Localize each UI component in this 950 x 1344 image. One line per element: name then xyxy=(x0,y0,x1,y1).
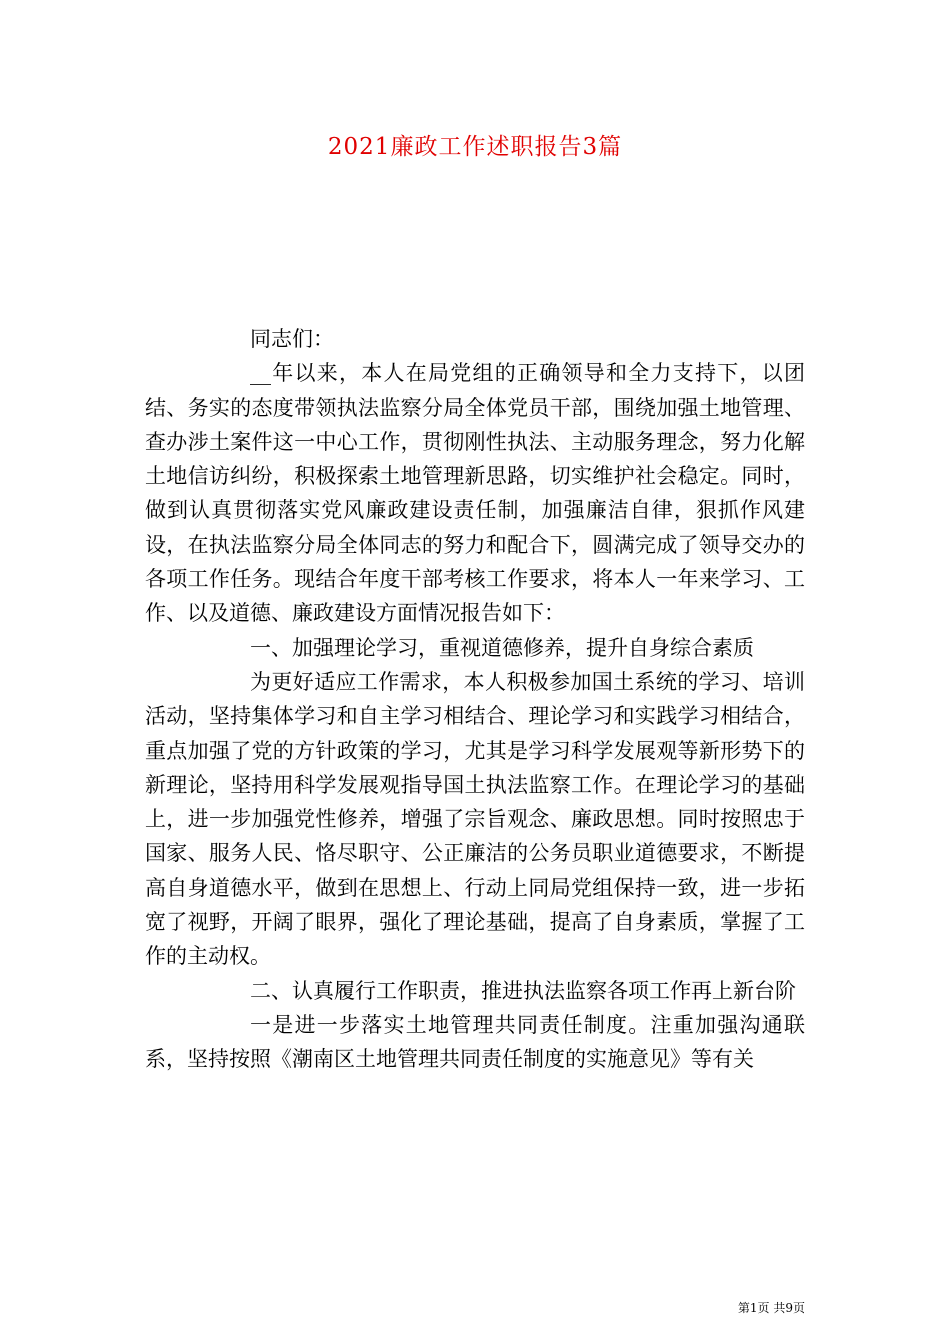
body-paragraph: 一是进一步落实土地管理共同责任制度。注重加强沟通联系，坚持按照《潮南区土地管理共同责任制度的实施意见》等有关 xyxy=(145,1012,805,1072)
document-body xyxy=(145,322,805,1077)
body-paragraph: 为更好适应工作需求，本人积极参加国土系统的学习、培训活动，坚持集体学习和自主学习相结合、理论学习和实践学习相结合，重点加强了党的方针政策的学习，尤其是学习科学发展观等新形势下的新理论，坚持用科学发展观指导国土执法监察工作。在理论学习的基础上，进一步加强党性修养，增强了宗旨观念、廉政思想。同时按照忠于国家、服务人民、恪尽职守、公正廉洁的公务员职业道德要求，不断提高自身道德水平，做到在思想上、行动上同局党组保持一致，进一步拓宽了视野，开阔了眼界，强化了理论基础，提高了自身素质，掌握了工作的主动权。 xyxy=(145,669,805,969)
page-number-footer: 第1页 共9页 xyxy=(737,1301,805,1315)
salutation: 同志们： xyxy=(250,327,334,351)
document-title: 2021廉政工作述职报告3篇 xyxy=(327,134,623,160)
body-paragraph: __年以来，本人在局党组的正确领导和全力支持下，以团结、务实的态度带领执法监察分局全体党员干部，围绕加强土地管理、查办涉土案件这一中心工作，贯彻刚性执法、主动服务理念，努力化解土地信访纠纷，积极探索土地管理新思路，切实维护社会稳定。同时，做到认真贯彻落实党风廉政建设责任制，加强廉洁自律，狠抓作风建设，在执法监察分局全体同志的努力和配合下，圆满完成了领导交办的各项工作任务。现结合年度干部考核工作要求，将本人一年来学习、工作、以及道德、廉政建设方面情况报告如下： xyxy=(145,361,805,626)
section-heading: 一、加强理论学习，重视道德修养，提升自身综合素质 xyxy=(250,635,754,660)
section-heading: 二、认真履行工作职责，推进执法监察各项工作再上新台阶 xyxy=(250,978,796,1003)
